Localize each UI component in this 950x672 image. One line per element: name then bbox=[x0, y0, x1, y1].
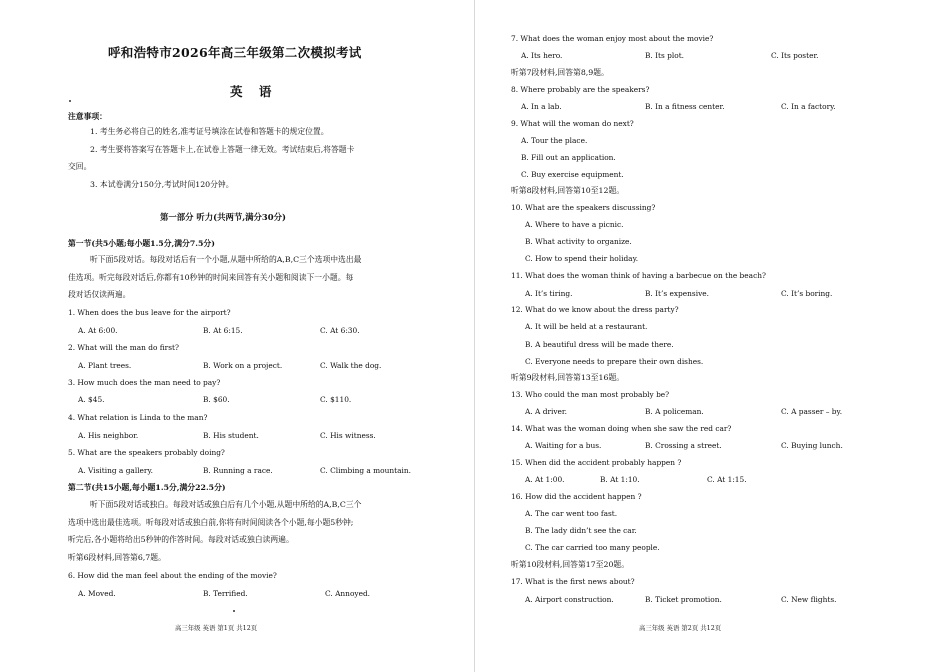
option-c: C. The car carried too many people. bbox=[525, 543, 660, 552]
option-b: B. A beautiful dress will be made there. bbox=[525, 340, 674, 349]
option-c: C. Buy exercise equipment. bbox=[521, 170, 624, 179]
section1-instruction: 段对话仅读两遍。 bbox=[68, 290, 131, 299]
option-c: C. Walk the dog. bbox=[320, 361, 382, 370]
section1-instruction: 听下面5段对话。每段对话后有一个小题,从题中所给的A,B,C三个选项中选出最 bbox=[90, 255, 362, 264]
scan-speck bbox=[69, 100, 71, 102]
option-b: B. In a fitness center. bbox=[645, 102, 725, 111]
option-a: A. The car went too fast. bbox=[525, 509, 618, 518]
note-line: 交回。 bbox=[68, 162, 92, 171]
option-c: C. At 6:30. bbox=[320, 326, 360, 335]
note-line: 3. 本试卷满分150分,考试时间120分钟。 bbox=[90, 180, 234, 189]
question-13: 13. Who could the man most probably be? bbox=[511, 390, 670, 399]
option-c: C. Climbing a mountain. bbox=[320, 466, 411, 475]
question-12: 12. What do we know about the dress party? bbox=[511, 305, 679, 314]
option-b: B. A policeman. bbox=[645, 407, 704, 416]
material-9-label: 听第9段材料,回答第13至16题。 bbox=[511, 373, 625, 382]
section1-title: 第一节(共5小题;每小题1.5分,满分7.5分) bbox=[68, 239, 215, 248]
option-b: B. At 1:10. bbox=[600, 475, 640, 484]
page-footer: 高三年级 英语 第1页 共12页 bbox=[175, 624, 258, 632]
option-c: C. $110. bbox=[320, 395, 352, 404]
option-b: B. Crossing a street. bbox=[645, 441, 722, 450]
option-a: A. At 1:00. bbox=[525, 475, 565, 484]
page-footer: 高三年级 英语 第2页 共12页 bbox=[639, 624, 722, 632]
option-b: B. At 6:15. bbox=[203, 326, 243, 335]
option-a: A. Its hero. bbox=[521, 51, 563, 60]
option-b: B. The lady didn’t see the car. bbox=[525, 526, 637, 535]
option-a: A. Visiting a gallery. bbox=[78, 466, 154, 475]
section2-title: 第二节(共15小题,每小题1.5分,满分22.5分) bbox=[68, 483, 226, 492]
subject-title: 英 语 bbox=[230, 84, 278, 99]
option-b: B. $60. bbox=[203, 395, 230, 404]
option-c: C. How to spend their holiday. bbox=[525, 254, 639, 263]
option-c: C. Its poster. bbox=[771, 51, 819, 60]
section2-instruction: 听完后,各小题将给出5秒钟的作答时间。每段对话或独白读两遍。 bbox=[68, 535, 294, 544]
question-10: 10. What are the speakers discussing? bbox=[511, 203, 656, 212]
question-7: 7. What does the woman enjoy most about the movie? bbox=[511, 34, 714, 43]
option-b: B. Terrified. bbox=[203, 589, 248, 598]
option-c: C. In a factory. bbox=[781, 102, 836, 111]
question-17: 17. What is the first news about? bbox=[511, 577, 635, 586]
option-a: A. Tour the place. bbox=[521, 136, 588, 145]
notes-header: 注意事项： bbox=[68, 112, 107, 121]
option-b: B. Its plot. bbox=[645, 51, 685, 60]
option-b: B. What activity to organize. bbox=[525, 237, 632, 246]
note-line: 1. 考生务必将自己的姓名,准考证号填涂在试卷和答题卡的规定位置。 bbox=[90, 127, 329, 136]
option-a: A. A driver. bbox=[525, 407, 567, 416]
material-6-label: 听第6段材料,回答第6,7题。 bbox=[68, 553, 166, 562]
option-c: C. Annoyed. bbox=[325, 589, 371, 598]
option-b: B. His student. bbox=[203, 431, 259, 440]
option-a: A. In a lab. bbox=[521, 102, 562, 111]
option-a: A. Waiting for a bus. bbox=[525, 441, 602, 450]
exam-title: 呼和浩特市2026年高三年级第二次模拟考试 bbox=[108, 45, 362, 60]
material-7-label: 听第7段材料,回答第8,9题。 bbox=[511, 68, 609, 77]
note-line: 2. 考生要将答案写在答题卡上,在试卷上答题一律无效。考试结束后,将答题卡 bbox=[90, 145, 355, 154]
section1-instruction: 佳选项。听完每段对话后,你都有10秒钟的时间来回答有关小题和阅读下一小题。每 bbox=[68, 273, 354, 282]
question-9: 9. What will the woman do next? bbox=[511, 119, 634, 128]
option-a: A. Airport construction. bbox=[525, 595, 614, 604]
question-5: 5. What are the speakers probably doing? bbox=[68, 448, 225, 457]
option-a: A. It will be held at a restaurant. bbox=[525, 322, 648, 331]
question-2: 2. What will the man do first? bbox=[68, 343, 179, 352]
option-a: A. At 6:00. bbox=[78, 326, 118, 335]
question-3: 3. How much does the man need to pay? bbox=[68, 378, 221, 387]
question-6: 6. How did the man feel about the ending of the movie? bbox=[68, 571, 277, 580]
option-b: B. It’s expensive. bbox=[645, 289, 709, 298]
section2-instruction: 听下面5段对话或独白。每段对话或独白后有几个小题,从题中所给的A,B,C三个 bbox=[90, 500, 362, 509]
section2-instruction: 选项中选出最佳选项。听每段对话或独白前,你将有时间阅读各个小题,每小题5秒钟; bbox=[68, 518, 354, 527]
option-a: A. Where to have a picnic. bbox=[525, 220, 624, 229]
question-15: 15. When did the accident probably happen ? bbox=[511, 458, 682, 467]
option-b: B. Work on a project. bbox=[203, 361, 283, 370]
option-c: C. At 1:15. bbox=[707, 475, 747, 484]
option-b: B. Running a race. bbox=[203, 466, 273, 475]
option-a: A. Plant trees. bbox=[78, 361, 132, 370]
option-a: A. Moved. bbox=[78, 589, 116, 598]
scan-speck bbox=[233, 610, 235, 612]
option-b: B. Ticket promotion. bbox=[645, 595, 722, 604]
page-2 bbox=[475, 0, 950, 672]
option-a: A. $45. bbox=[78, 395, 105, 404]
option-b: B. Fill out an application. bbox=[521, 153, 616, 162]
question-8: 8. Where probably are the speakers? bbox=[511, 85, 650, 94]
question-14: 14. What was the woman doing when she saw the red car? bbox=[511, 424, 732, 433]
question-11: 11. What does the woman think of having a barbecue on the beach? bbox=[511, 271, 766, 280]
option-c: C. New flights. bbox=[781, 595, 837, 604]
question-1: 1. When does the bus leave for the airport? bbox=[68, 308, 231, 317]
question-4: 4. What relation is Linda to the man? bbox=[68, 413, 208, 422]
option-c: C. A passer – by. bbox=[781, 407, 843, 416]
part-title: 第一部分 听力(共两节,满分30分) bbox=[160, 212, 286, 222]
question-16: 16. How did the accident happen ? bbox=[511, 492, 642, 501]
option-a: A. His neighbor. bbox=[78, 431, 139, 440]
material-8-label: 听第8段材料,回答第10至12题。 bbox=[511, 186, 625, 195]
option-c: C. Buying lunch. bbox=[781, 441, 843, 450]
material-10-label: 听第10段材料,回答第17至20题。 bbox=[511, 560, 630, 569]
option-c: C. Everyone needs to prepare their own dishes. bbox=[525, 357, 704, 366]
option-c: C. His witness. bbox=[320, 431, 376, 440]
option-c: C. It’s boring. bbox=[781, 289, 833, 298]
option-a: A. It’s tiring. bbox=[525, 289, 573, 298]
